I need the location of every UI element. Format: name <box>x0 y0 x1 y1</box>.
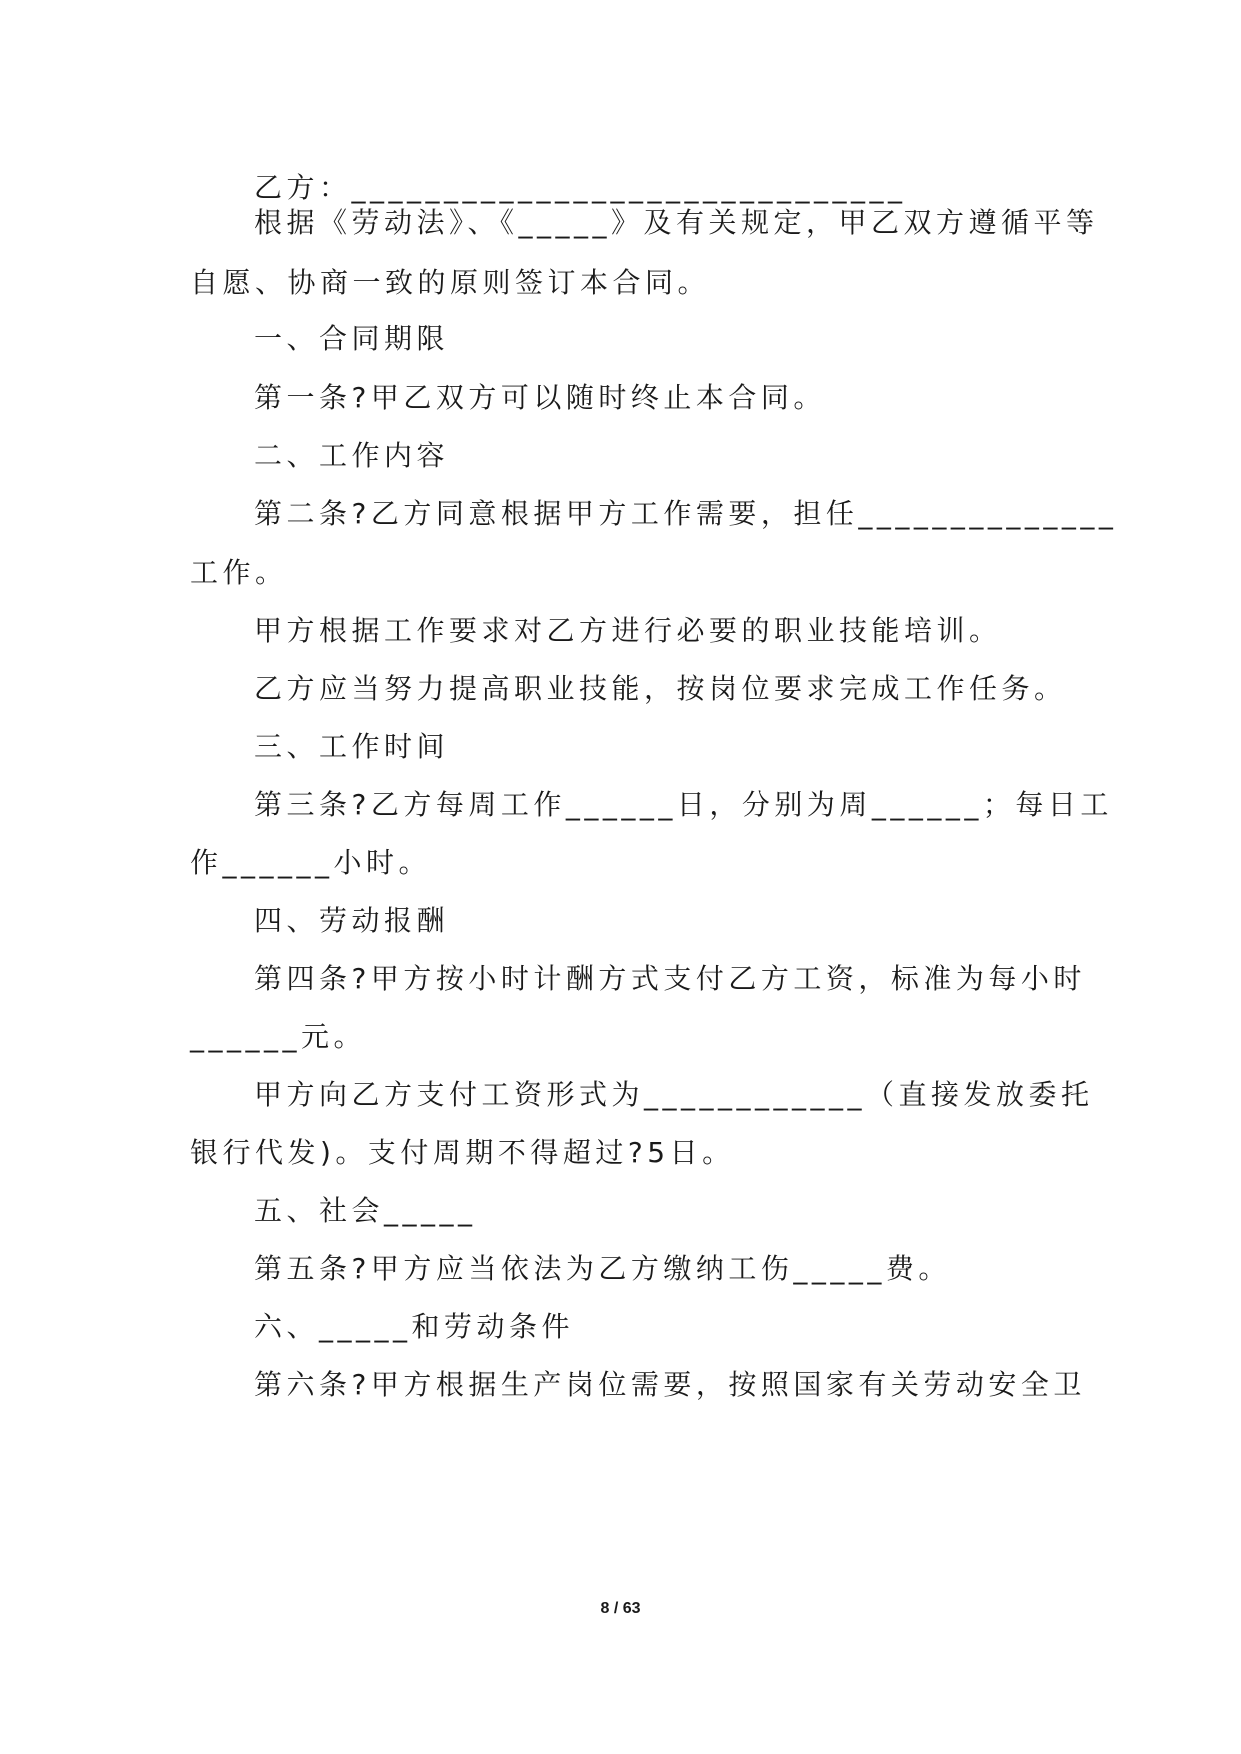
paragraph-line: 第一条?甲乙双方可以随时终止本合同。 <box>254 381 826 414</box>
section-heading: 四、劳动报酬 <box>254 904 450 937</box>
party-b-line: 乙方：______________________________ <box>254 171 907 204</box>
paragraph-line: 根据《劳动法》、《_____》及有关规定，甲乙双方遵循平等 <box>254 206 1099 239</box>
paragraph-line: 第五条?甲方应当依法为乙方缴纳工伤_____费。 <box>254 1252 951 1285</box>
section-heading: 六、_____和劳动条件 <box>254 1310 575 1343</box>
paragraph-line: 第四条?甲方按小时计酬方式支付乙方工资，标准为每小时 <box>254 962 1086 995</box>
section-heading: 一、合同期限 <box>254 322 450 355</box>
paragraph-line: 作______小时。 <box>190 846 432 879</box>
paragraph-line: 自愿、协商一致的原则签订本合同。 <box>190 266 711 299</box>
paragraph-line: ______元。 <box>190 1020 367 1053</box>
paragraph-line: 甲方根据工作要求对乙方进行必要的职业技能培训。 <box>254 614 1002 647</box>
section-heading: 二、工作内容 <box>254 439 450 472</box>
paragraph-line: 银行代发)。支付周期不得超过?5日。 <box>190 1136 735 1169</box>
paragraph-line: 乙方应当努力提高职业技能，按岗位要求完成工作任务。 <box>254 672 1067 705</box>
paragraph-line: 工作。 <box>190 556 288 589</box>
paragraph-line: 第六条?甲方根据生产岗位需要，按照国家有关劳动安全卫 <box>254 1368 1086 1401</box>
paragraph-line: 第二条?乙方同意根据甲方工作需要，担任______________ <box>254 497 1118 530</box>
paragraph-line: 第三条?乙方每周工作______日，分别为周______；每日工 <box>254 788 1113 821</box>
section-heading: 三、工作时间 <box>254 730 450 763</box>
page-number: 8 / 63 <box>600 1600 641 1617</box>
section-heading: 五、社会_____ <box>254 1194 477 1227</box>
paragraph-line: 甲方向乙方支付工资形式为____________（直接发放委托 <box>254 1078 1094 1111</box>
